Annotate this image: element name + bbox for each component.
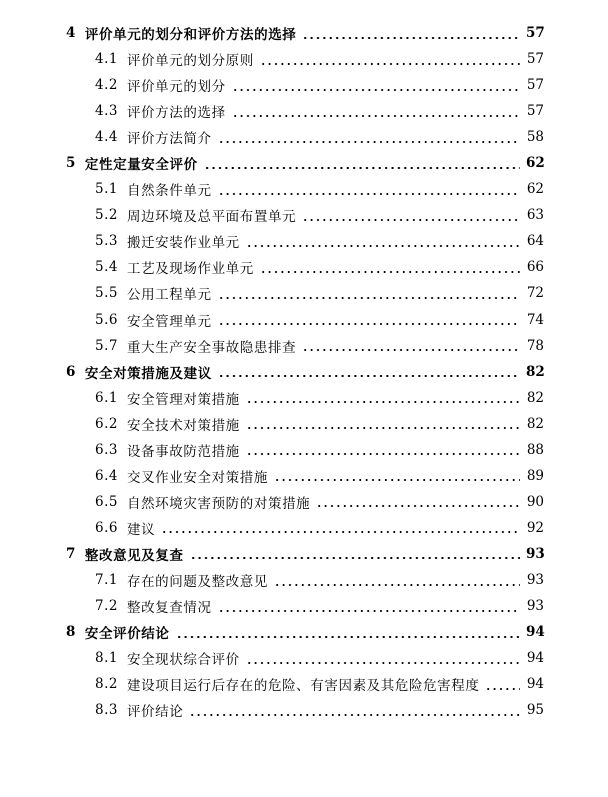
toc-section-entry[interactable] [0, 307, 608, 333]
toc-entry-title: 安全技术对策措施 [126, 417, 240, 434]
dot-leader [302, 349, 520, 351]
dot-leader [218, 193, 520, 195]
toc-entry-number: 5.7 [95, 337, 118, 354]
toc-entry-number: 8 [66, 624, 76, 641]
toc-entry-page-number: 82 [526, 415, 544, 432]
toc-entry-number: 5.4 [95, 259, 118, 276]
dot-leader [246, 427, 520, 429]
toc-entry-title: 评价单元的划分原则 [126, 53, 254, 70]
toc-entry-number: 7 [66, 545, 76, 562]
toc-entry-number: 5.1 [95, 181, 118, 198]
table-of-contents [0, 20, 608, 723]
toc-entry-number: 6.5 [95, 493, 118, 510]
toc-entry-page-number: 72 [526, 285, 544, 302]
toc-entry-page-number: 57 [526, 77, 544, 94]
toc-entry-number: 4.1 [95, 51, 118, 68]
toc-entry-page-number: 93 [526, 572, 544, 588]
toc-section-entry[interactable] [0, 437, 608, 463]
toc-section-entry[interactable] [0, 254, 608, 280]
toc-section-entry[interactable] [0, 228, 608, 254]
toc-chapter-entry[interactable] [0, 20, 608, 46]
toc-entry-page-number: 88 [526, 441, 544, 458]
dot-leader [302, 37, 520, 39]
toc-chapter-entry[interactable] [0, 541, 608, 567]
toc-entry-title: 安全现状综合评价 [126, 652, 240, 669]
toc-section-entry[interactable] [0, 489, 608, 515]
toc-entry-page-number: 90 [526, 493, 544, 510]
dot-leader [246, 453, 520, 455]
toc-section-entry[interactable] [0, 98, 608, 124]
toc-entry-title: 重大生产安全事故隐患排查 [126, 339, 297, 356]
toc-entry-number: 4 [66, 25, 76, 42]
toc-entry-page-number: 93 [526, 545, 545, 562]
toc-chapter-entry[interactable] [0, 359, 608, 385]
toc-entry-page-number: 64 [526, 233, 544, 250]
dot-leader [189, 714, 520, 716]
toc-entry-title: 建议 [126, 521, 156, 538]
dot-leader [316, 505, 520, 507]
toc-entry-page-number: 95 [526, 702, 544, 719]
toc-entry-title: 评价单元的划分和评价方法的选择 [84, 27, 297, 44]
toc-entry-number: 6 [66, 363, 76, 380]
toc-entry-number: 7.2 [95, 598, 118, 615]
toc-section-entry[interactable] [0, 202, 608, 228]
toc-entry-number: 5.6 [95, 311, 118, 328]
toc-entry-page-number: 57 [526, 51, 544, 68]
toc-entry-title: 设备事故防范措施 [126, 443, 240, 460]
toc-section-entry[interactable] [0, 385, 608, 411]
toc-entry-title: 安全对策措施及建议 [84, 365, 212, 382]
dot-leader [218, 610, 520, 612]
toc-chapter-entry[interactable] [0, 619, 608, 645]
toc-entry-number: 5 [66, 155, 76, 172]
toc-entry-page-number: 62 [526, 155, 545, 172]
toc-entry-page-number: 82 [526, 363, 545, 380]
toc-entry-page-number: 78 [526, 337, 544, 354]
toc-entry-number: 6.4 [95, 467, 118, 484]
toc-entry-page-number: 94 [526, 676, 544, 693]
dot-leader [485, 688, 520, 690]
toc-entry-number: 5.3 [95, 233, 118, 250]
toc-section-entry[interactable] [0, 411, 608, 437]
dot-leader [176, 636, 520, 638]
toc-chapter-entry[interactable] [0, 150, 608, 176]
toc-entry-title: 搬迁安装作业单元 [126, 235, 240, 252]
dot-leader [218, 375, 520, 377]
dot-leader [246, 662, 520, 664]
toc-entry-number: 7.1 [95, 572, 118, 588]
toc-section-entry[interactable] [0, 463, 608, 489]
dot-leader [246, 401, 520, 403]
dot-leader [190, 557, 520, 559]
toc-entry-title: 安全管理单元 [126, 313, 212, 330]
toc-entry-page-number: 58 [526, 129, 544, 146]
toc-entry-title: 安全管理对策措施 [126, 391, 240, 408]
dot-leader [302, 219, 520, 221]
toc-section-entry[interactable] [0, 280, 608, 306]
toc-section-entry[interactable] [0, 176, 608, 202]
toc-entry-page-number: 63 [526, 207, 544, 224]
toc-entry-page-number: 74 [526, 311, 544, 328]
toc-entry-page-number: 94 [526, 650, 544, 667]
toc-entry-title: 交叉作业安全对策措施 [126, 469, 268, 486]
toc-entry-page-number: 62 [526, 181, 544, 198]
toc-entry-number: 8.3 [95, 702, 118, 719]
toc-entry-number: 4.4 [95, 129, 118, 146]
toc-entry-title: 建设项目运行后存在的危险、有害因素及其危险危害程度 [126, 678, 480, 695]
dot-leader [218, 297, 520, 299]
dot-leader [218, 141, 520, 143]
toc-section-entry[interactable] [0, 124, 608, 150]
toc-entry-number: 5.5 [95, 285, 118, 302]
toc-entry-page-number: 57 [526, 103, 544, 120]
dot-leader [274, 479, 520, 481]
toc-entry-number: 8.1 [95, 650, 118, 667]
toc-entry-page-number: 57 [526, 25, 545, 42]
toc-section-entry[interactable] [0, 645, 608, 671]
toc-entry-title: 自然条件单元 [126, 183, 212, 200]
toc-entry-title: 工艺及现场作业单元 [126, 261, 254, 278]
toc-section-entry[interactable] [0, 515, 608, 541]
toc-entry-title: 存在的问题及整改意见 [126, 574, 268, 590]
toc-entry-title: 评价方法的选择 [126, 105, 226, 122]
toc-entry-page-number: 92 [526, 519, 544, 536]
dot-leader [274, 584, 520, 586]
toc-entry-title: 安全评价结论 [84, 626, 170, 643]
toc-entry-page-number: 93 [526, 598, 544, 615]
toc-section-entry[interactable] [0, 46, 608, 72]
dot-leader [260, 63, 520, 65]
toc-entry-title: 评价方法简介 [126, 131, 212, 148]
dot-leader [204, 167, 520, 169]
dot-leader [246, 245, 520, 247]
toc-entry-title: 周边环境及总平面布置单元 [126, 209, 297, 226]
toc-entry-title: 评价结论 [126, 704, 184, 721]
toc-entry-number: 6.3 [95, 441, 118, 458]
toc-entry-number: 8.2 [95, 676, 118, 693]
toc-entry-page-number: 89 [526, 467, 544, 484]
toc-entry-title: 定性定量安全评价 [84, 157, 198, 174]
toc-entry-page-number: 94 [526, 624, 545, 641]
toc-entry-page-number: 66 [526, 259, 544, 276]
toc-entry-number: 6.1 [95, 389, 118, 406]
toc-entry-number: 6.2 [95, 415, 118, 432]
dot-leader [161, 531, 520, 533]
toc-entry-number: 4.2 [95, 77, 118, 94]
dot-leader [218, 323, 520, 325]
toc-entry-number: 4.3 [95, 103, 118, 120]
toc-section-entry[interactable] [0, 567, 608, 593]
toc-entry-title: 公用工程单元 [126, 287, 212, 304]
toc-section-entry[interactable] [0, 671, 608, 697]
toc-section-entry[interactable] [0, 333, 608, 359]
toc-section-entry[interactable] [0, 593, 608, 619]
toc-entry-number: 6.6 [95, 519, 118, 536]
dot-leader [260, 271, 520, 273]
dot-leader [232, 115, 520, 117]
toc-entry-title: 整改意见及复查 [84, 547, 184, 564]
toc-entry-number: 5.2 [95, 207, 118, 224]
toc-section-entry[interactable] [0, 72, 608, 98]
dot-leader [232, 89, 520, 91]
toc-entry-title: 整改复查情况 [126, 600, 212, 617]
toc-entry-title: 自然环境灾害预防的对策措施 [126, 495, 311, 512]
toc-entry-title: 评价单元的划分 [126, 79, 226, 96]
toc-section-entry[interactable] [0, 697, 608, 723]
toc-entry-page-number: 82 [526, 389, 544, 406]
